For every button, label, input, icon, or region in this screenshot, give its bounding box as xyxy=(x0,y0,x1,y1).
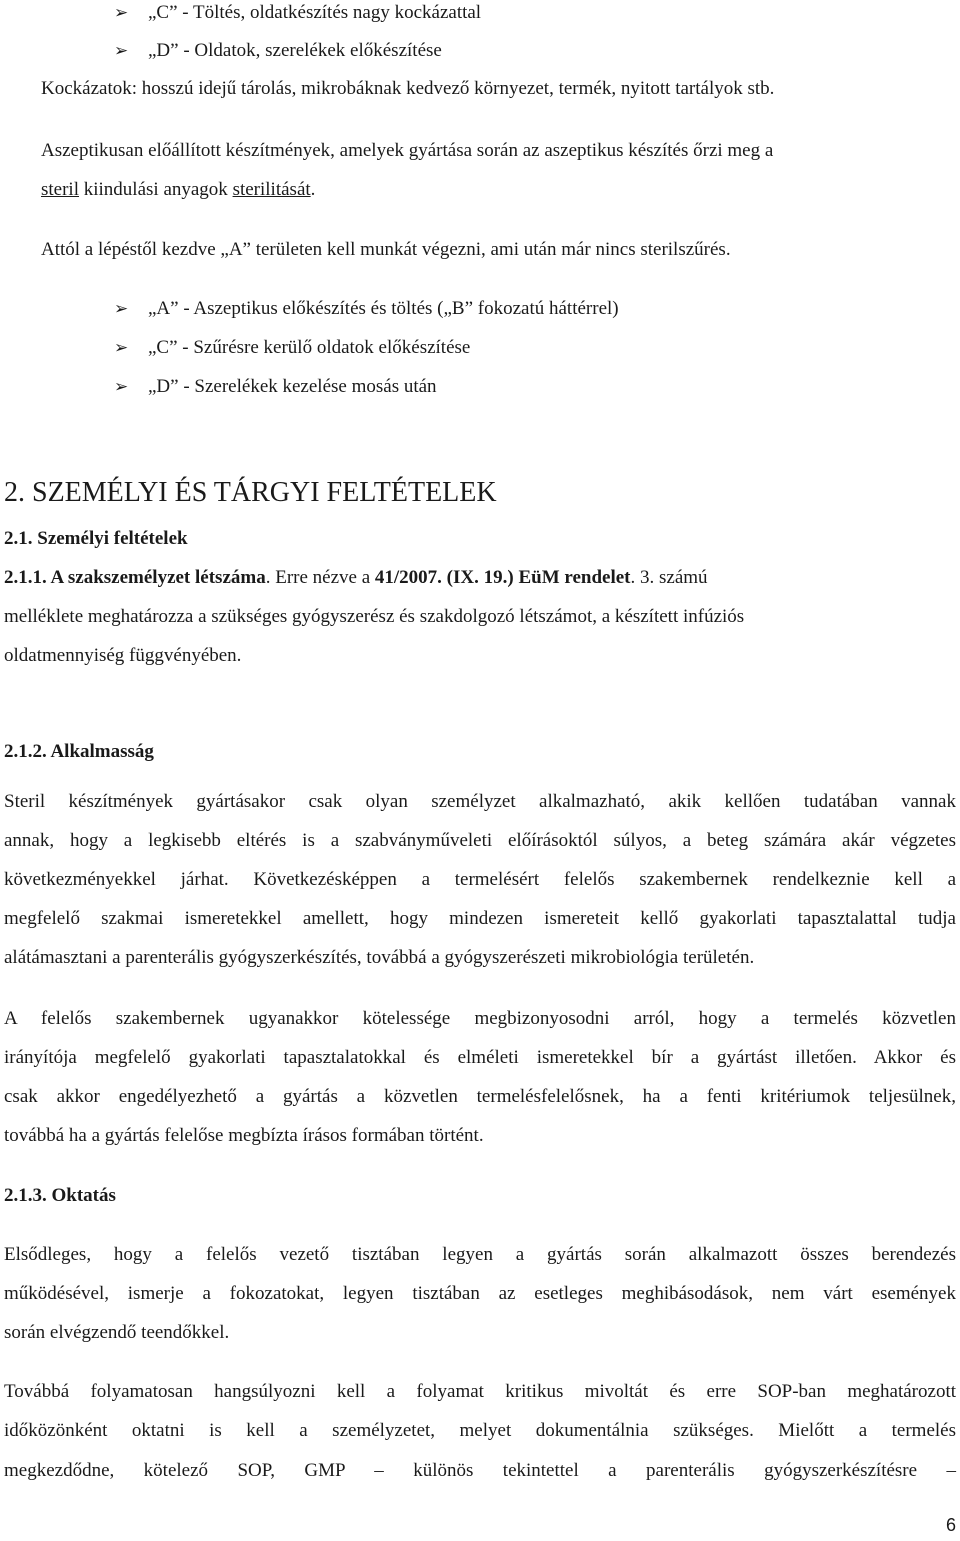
paragraph-line: megfelelő szakmai ismeretekkel amellett, hogy mindezen ismereteit kellő gyakorlati tapasztalattal tudja xyxy=(4,908,956,929)
aseptic-text: kiindulási anyagok xyxy=(79,179,233,200)
arrowhead-bullet-icon: ➢ xyxy=(114,377,129,397)
list-item-text: „D” - Oldatok, szerelékek előkészítése xyxy=(148,40,442,61)
list-item-text: „C” - Szűrésre kerülő oldatok előkészítése xyxy=(148,337,471,358)
arrowhead-bullet-icon: ➢ xyxy=(114,41,129,61)
list-item xyxy=(114,2,481,24)
list-item-text: „D” - Szerelékek kezelése mosás után xyxy=(148,376,437,397)
section-heading-2: 2. SZEMÉLYI ÉS TÁRGYI FELTÉTELEK xyxy=(4,477,497,508)
text: . Erre nézve a xyxy=(265,567,375,588)
paragraph-line: Steril készítmények gyártásakor csak olyan személyzet alkalmazható, akik kellően tudatában vannak xyxy=(4,791,956,812)
paragraph-line: Továbbá folyamatosan hangsúlyozni kell a folyamat kritikus mivoltát és erre SOP-ban meghatározott xyxy=(4,1381,956,1402)
list-item xyxy=(114,40,442,62)
period: . xyxy=(310,179,316,200)
section-2-1-1-line-3: oldatmennyiség függvényében. xyxy=(4,645,242,666)
from-step-line: Attól a lépéstől kezdve „A” területen kell munkát végezni, ami után már nincs sterilszűrés. xyxy=(41,239,731,260)
paragraph-line: megkezdődne, kötelező SOP, GMP – különös tekintettel a parenterális gyógyszerkészítésre – xyxy=(4,1460,956,1481)
risk-line: Kockázatok: hosszú idejű tárolás, mikrobáknak kedvező környezet, termék, nyitott tartályok stb. xyxy=(41,78,775,99)
sterilitas-link[interactable]: sterilitását xyxy=(232,179,311,200)
arrowhead-bullet-icon: ➢ xyxy=(114,299,129,319)
paragraph-line: A felelős szakembernek ugyanakkor kötelessége megbizonyosodni arról, hogy a termelés közvetlen xyxy=(4,1008,956,1029)
arrowhead-bullet-icon: ➢ xyxy=(114,3,129,23)
steril-link[interactable]: steril xyxy=(41,179,79,200)
text: . 3. számú xyxy=(630,567,708,588)
arrowhead-bullet-icon: ➢ xyxy=(114,338,129,358)
aseptic-paragraph-line-1: Aszeptikusan előállított készítmények, amelyek gyártása során az aszeptikus készítés őrzi meg a xyxy=(41,140,774,161)
regulation-reference: 41/2007. (IX. 19.) EüM rendelet xyxy=(374,567,631,588)
list-item xyxy=(114,376,437,398)
list-item xyxy=(114,298,619,320)
section-2-1-1-line-1 xyxy=(4,567,708,589)
section-2-1-1-line-2: melléklete meghatározza a szükséges gyógyszerész és szakdolgozó létszámot, a készített infúziós xyxy=(4,606,745,627)
paragraph-line: Elsődleges, hogy a felelős vezető tisztában legyen a gyártás során alkalmazott összes berendezés xyxy=(4,1244,956,1265)
aseptic-paragraph-line-2 xyxy=(41,179,315,201)
section-2-1-1-title: 2.1.1. A szakszemélyzet létszáma xyxy=(4,567,266,588)
paragraph-line: irányítója megfelelő gyakorlati tapasztalatokkal és elméleti ismeretekkel bír a gyártást illetően. Akkor és xyxy=(4,1047,956,1068)
section-heading-2-1: 2.1. Személyi feltételek xyxy=(4,528,188,549)
section-2-1-2-title: 2.1.2. Alkalmasság xyxy=(4,741,154,762)
paragraph-line: továbbá ha a gyártás felelőse megbízta írásos formában történt. xyxy=(4,1125,484,1146)
list-item-text: „A” - Aszeptikus előkészítés és töltés („B” fokozatú háttérrel) xyxy=(148,298,619,319)
paragraph-line: következményekkel járhat. Következésképpen a termelésért felelős szakembernek rendelkeznie kell a xyxy=(4,869,956,890)
list-item xyxy=(114,337,470,359)
paragraph-line: időközönként oktatni is kell a személyzetet, melyet dokumentálnia szükséges. Mielőtt a termelés xyxy=(4,1420,956,1441)
paragraph-line: során elvégzendő teendőkkel. xyxy=(4,1322,230,1343)
paragraph-line: működésével, ismerje a fokozatokat, legyen tisztában az esetleges meghibásodások, nem várt események xyxy=(4,1283,956,1304)
page-number: 6 xyxy=(945,1515,956,1535)
paragraph-line: alátámasztani a parenterális gyógyszerkészítés, továbbá a gyógyszerészeti mikrobiológia területén. xyxy=(4,947,755,968)
paragraph-line: csak akkor engedélyezhető a gyártás a közvetlen termelésfelelősnek, ha a fenti kritériumok teljesülnek, xyxy=(4,1086,956,1107)
paragraph-line: annak, hogy a legkisebb eltérés is a szabványműveleti előírásoktól súlyos, a beteg számára akár végzetes xyxy=(4,830,956,851)
section-2-1-3-title: 2.1.3. Oktatás xyxy=(4,1185,116,1206)
list-item-text: „C” - Töltés, oldatkészítés nagy kockázattal xyxy=(148,2,482,23)
